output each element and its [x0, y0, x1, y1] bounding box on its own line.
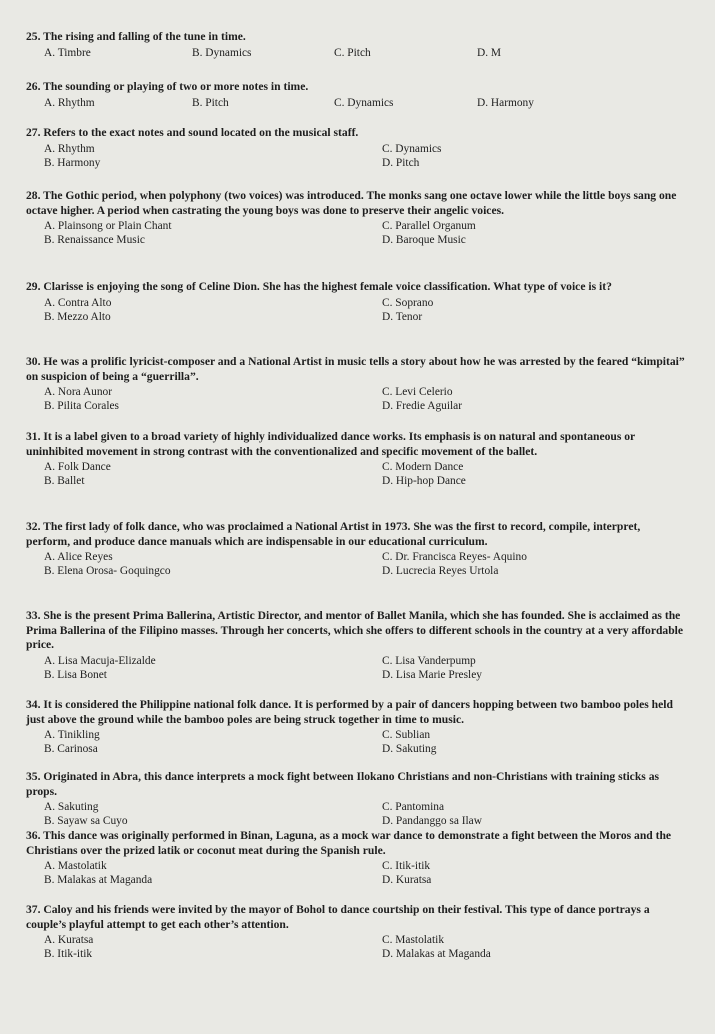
answer-options — [26, 46, 686, 60]
answer-options — [26, 96, 686, 110]
option-c: C. Soprano — [382, 296, 434, 309]
option-c: C. Sublian — [382, 729, 431, 741]
question-37 — [26, 903, 686, 961]
option-a: A. Rhythm — [44, 142, 95, 155]
option-c: C. Parallel Organum — [382, 220, 476, 232]
option-a: A. Mastolatik — [44, 860, 107, 872]
option-a: A. Folk Dance — [44, 461, 111, 473]
option-b: B. Pilita Corales — [44, 400, 119, 412]
option-a: A. Nora Aunor — [44, 386, 113, 398]
option-a: A. Rhythm — [44, 96, 95, 109]
question-stem: 34. It is considered the Philippine national folk dance. It is performed by a pair of dancers hopping between two bamboo poles held just above the ground while the bamboo poles are being struck together in time to music. — [26, 698, 673, 726]
option-d: D. Lisa Marie Presley — [382, 668, 482, 681]
question-31 — [26, 430, 686, 488]
question-stem: 29. Clarisse is enjoying the song of Celine Dion. She has the highest female voice classification. What type of voice is it? — [26, 280, 612, 293]
question-35 — [26, 770, 686, 828]
answer-options — [26, 728, 686, 756]
option-b: B. Pitch — [192, 96, 229, 109]
question-25 — [26, 30, 686, 60]
answer-options — [26, 800, 686, 828]
answer-options — [26, 859, 686, 887]
question-33 — [26, 609, 686, 682]
option-d: D. Harmony — [477, 96, 534, 109]
answer-options — [26, 385, 686, 413]
option-c: C. Dr. Francisca Reyes- Aquino — [382, 551, 527, 563]
option-c: C. Dynamics — [334, 96, 394, 109]
option-b: B. Lisa Bonet — [44, 668, 107, 681]
question-28 — [26, 189, 686, 247]
question-stem: 27. Refers to the exact notes and sound located on the musical staff. — [26, 126, 359, 139]
option-d: D. Kuratsa — [382, 874, 432, 886]
option-a: A. Contra Alto — [44, 296, 112, 309]
option-d: D. Fredie Aguilar — [382, 400, 463, 412]
question-29 — [26, 280, 686, 324]
answer-options — [26, 142, 686, 170]
answer-options — [26, 460, 686, 488]
option-d: D. Malakas at Maganda — [382, 948, 491, 960]
option-d: D. Lucrecia Reyes Urtola — [382, 565, 499, 577]
option-a: A. Plainsong or Plain Chant — [44, 220, 172, 232]
option-d: D. M — [477, 46, 502, 59]
option-b: B. Renaissance Music — [44, 234, 145, 246]
option-d: D. Pandanggo sa Ilaw — [382, 815, 482, 827]
question-32 — [26, 520, 686, 578]
option-c: C. Pitch — [334, 46, 371, 59]
question-stem: 35. Originated in Abra, this dance interprets a mock fight between Ilokano Christians and non-Christians with training sticks as props. — [26, 770, 659, 798]
option-b: B. Elena Orosa- Goquingco — [44, 565, 171, 577]
option-b: B. Malakas at Maganda — [44, 874, 153, 886]
option-c: C. Levi Celerio — [382, 386, 453, 398]
answer-options — [26, 933, 686, 961]
option-a: A. Alice Reyes — [44, 551, 113, 563]
question-stem: 37. Caloy and his friends were invited by the mayor of Bohol to dance courtship on their festival. This type of dance portrays a couple’s playful attempt to get each other’s attention. — [26, 903, 650, 931]
question-27 — [26, 126, 686, 170]
answer-options — [26, 550, 686, 578]
option-c: C. Pantomina — [382, 801, 445, 813]
option-d: D. Pitch — [382, 156, 420, 169]
option-a: A. Sakuting — [44, 801, 99, 813]
answer-options — [26, 219, 686, 247]
option-b: B. Harmony — [44, 156, 101, 169]
question-36 — [26, 829, 686, 887]
option-a: A. Kuratsa — [44, 934, 94, 946]
question-stem: 30. He was a prolific lyricist-composer and a National Artist in music tells a story about how he was arrested by the feared “kimpitai” on suspicion of being a “guerrilla”. — [26, 355, 685, 383]
answer-options — [26, 654, 686, 682]
option-d: D. Tenor — [382, 310, 423, 323]
option-a: A. Lisa Macuja-Elizalde — [44, 654, 156, 667]
question-stem: 28. The Gothic period, when polyphony (two voices) was introduced. The monks sang one octave lower while the little boys sang one octave higher. A period when castrating the young boys was done to preserve their angelic voices. — [26, 189, 677, 217]
option-a: A. Tinikling — [44, 729, 100, 741]
option-c: C. Itik-itik — [382, 860, 431, 872]
option-d: D. Hip-hop Dance — [382, 475, 466, 487]
question-stem: 32. The first lady of folk dance, who was proclaimed a National Artist in 1973. She was the first to record, compile, interpret, perform, and produce dance manuals which are indispensable in our educational curriculum. — [26, 520, 641, 548]
answer-options — [26, 296, 686, 324]
option-c: C. Mastolatik — [382, 934, 445, 946]
option-c: C. Modern Dance — [382, 461, 464, 473]
option-b: B. Dynamics — [192, 46, 252, 59]
option-b: B. Itik-itik — [44, 948, 93, 960]
option-d: D. Sakuting — [382, 743, 437, 755]
question-30 — [26, 355, 686, 413]
question-34 — [26, 698, 686, 756]
option-b: B. Carinosa — [44, 743, 98, 755]
question-stem: 33. She is the present Prima Ballerina, Artistic Director, and mentor of Ballet Manila, which she has founded. She is acclaimed as the Prima Ballerina of the Filipino masses. Through her concerts, which she offers to different schools in the country at a very affordable price. — [26, 609, 684, 651]
question-stem: 36. This dance was originally performed in Binan, Laguna, as a mock war dance to demonstrate a fight between the Moros and the Christians over the prized latik or coconut meat during the Spanish rule. — [26, 829, 672, 857]
question-stem: 31. It is a label given to a broad variety of highly individualized dance works. Its emphasis is on natural and spontaneous or uninhibited movement in strong contrast with the conventionalized and specific movement of the ballet. — [26, 430, 635, 458]
option-c: C. Lisa Vanderpump — [382, 654, 476, 667]
question-stem: 26. The sounding or playing of two or more notes in time. — [26, 80, 309, 93]
option-b: B. Mezzo Alto — [44, 310, 111, 323]
option-b: B. Ballet — [44, 475, 85, 487]
question-26 — [26, 80, 686, 110]
option-b: B. Sayaw sa Cuyo — [44, 815, 128, 827]
option-c: C. Dynamics — [382, 142, 442, 155]
question-stem: 25. The rising and falling of the tune in time. — [26, 30, 246, 43]
option-d: D. Baroque Music — [382, 234, 466, 246]
option-a: A. Timbre — [44, 46, 91, 59]
